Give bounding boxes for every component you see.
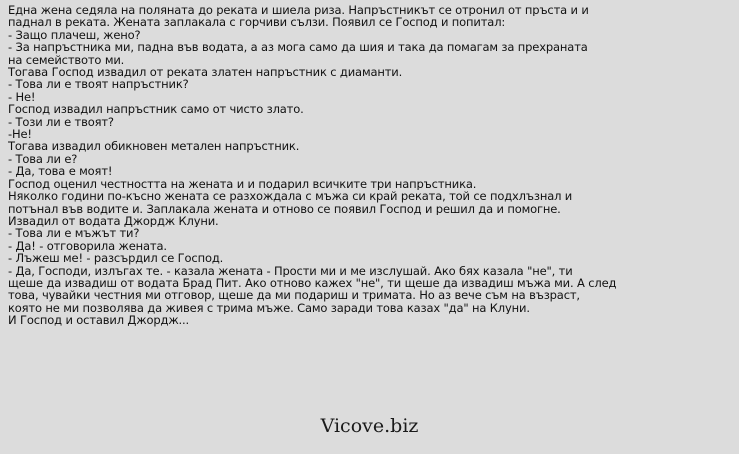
story-line: Една жена седяла на поляната до реката и шиела риза. Напръстникът се отронил от пръста и и — [8, 4, 589, 17]
story-line: - Лъжеш ме! - разсърдил се Господ. — [8, 252, 224, 265]
story-line: потънал във водите и. Заплакала жената и отново се появил Господ и решил да и помогне. — [8, 202, 561, 215]
story-line: щеше да извадиш от водата Брад Пит. Ако отново кажех "не", ти щеше да извадиш мъжа ми. А след — [8, 276, 617, 290]
story-line: това, чувайки честния ми отговор, щеше да ми подариш и тримата. Но аз вече съм на възраст, — [8, 289, 580, 302]
story-line: - Да, това е моят! — [8, 165, 113, 178]
story-line: Извадил от водата Джордж Клуни. — [8, 214, 219, 228]
site-watermark: Vicove.biz — [320, 415, 419, 437]
story-line: - Това ли е? — [8, 152, 78, 166]
story-line: - Този ли е твоят? — [8, 115, 114, 129]
story-line: която не ми позволява да живея с трима мъже. Само заради това казах "да" на Клуни. — [8, 301, 530, 315]
story-line: - Защо плачеш, жено? — [8, 28, 141, 42]
story-line: Тогава Господ извадил от реката златен напръстник с диаманти. — [8, 66, 403, 79]
story-line: - За напръстника ми, падна във водата, а аз мога само да шия и така да помагам за прехраната — [8, 41, 588, 54]
story-line: - Не! — [8, 90, 36, 104]
story-line: - Това ли е твоят напръстник? — [8, 78, 189, 91]
story-line: - Да, Господи, излъгах те. - казала жената - Прости ми и ме изслушай. Ако бях казала "не", ти — [8, 264, 573, 277]
story-line: - Това ли е мъжът ти? — [8, 227, 140, 240]
story-line: Няколко години по-късно жената се разхождала с мъжа си край реката, той се подхлъзнал и — [8, 190, 573, 203]
story-line: - Да! - отговорила жената. — [8, 239, 167, 253]
story-line: на семейството ми. — [8, 53, 125, 67]
story-line: Тогава извадил обикновен метален напръстник. — [8, 140, 300, 153]
story-line: -Не! — [8, 128, 32, 141]
story-text — [8, 4, 736, 327]
story-line: Господ извадил напръстник само от чисто злато. — [8, 103, 304, 116]
story-line: паднал в реката. Жената заплакала с горчиви сълзи. Появил се Господ и попитал: — [8, 16, 506, 29]
story-line: И Господ и оставил Джордж... — [8, 314, 190, 327]
story-line: Господ оценил честността на жената и и подарил всичките три напръстника. — [8, 177, 477, 191]
